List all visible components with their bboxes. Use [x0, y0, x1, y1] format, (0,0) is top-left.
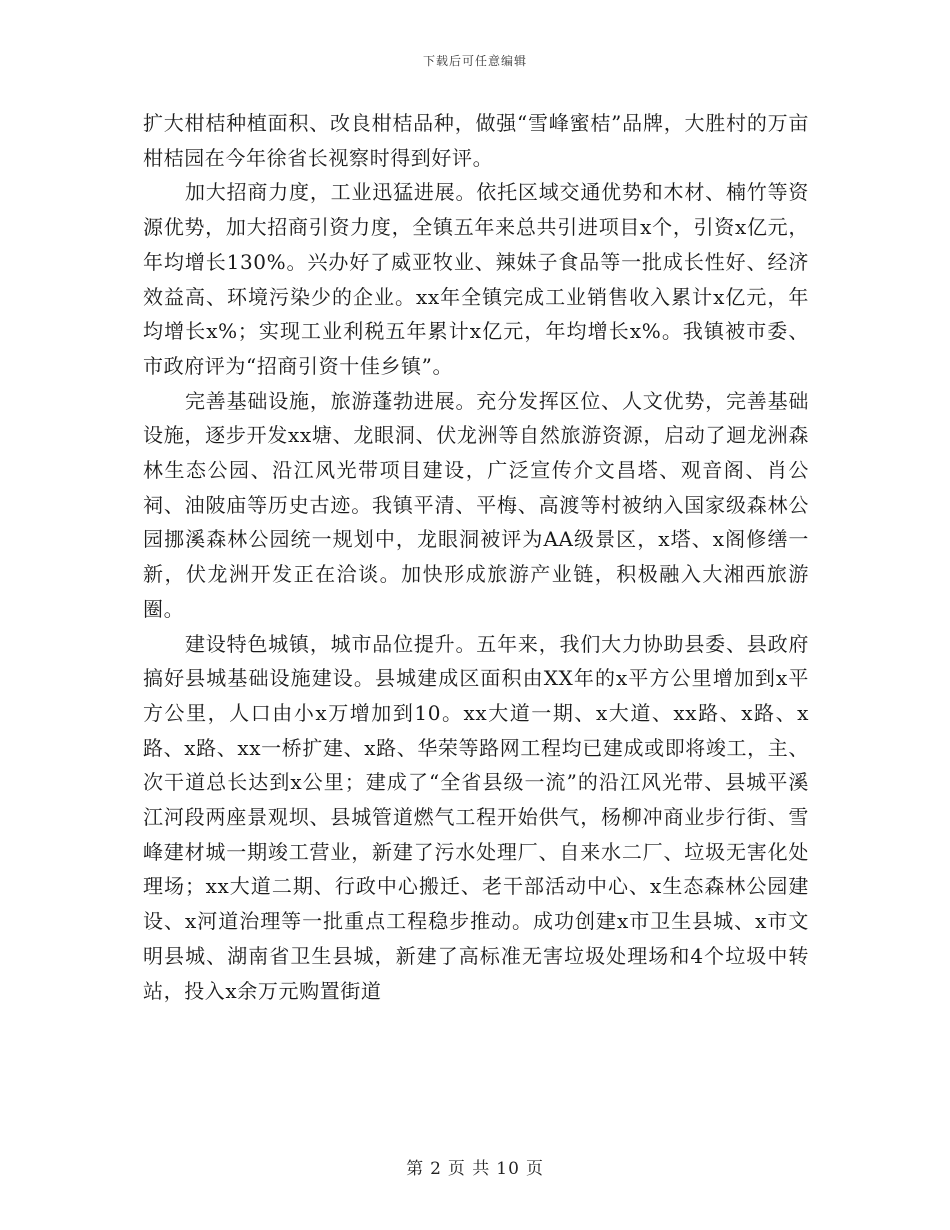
- footer-total-pages: 10: [496, 1159, 520, 1179]
- paragraph-2: 加大招商力度，工业迅猛进展。依托区域交通优势和木材、楠竹等资源优势，加大招商引资力度，全镇五年来总共引进项目x个，引资x亿元，年均增长130%。兴办好了威亚牧业、辣妹子食品等一批成长性好、经济效益高、环境污染少的企业。xx年全镇完成工业销售收入累计x亿元，年均增长x%；实现工业利税五年累计x亿元，年均增长x%。我镇被市委、市政府评为“招商引资十佳乡镇”。: [143, 180, 809, 378]
- page-footer: [0, 1154, 950, 1179]
- footer-suffix: 页: [525, 1159, 544, 1179]
- page-header: 下载后可任意编辑: [422, 54, 527, 68]
- footer-middle: 页 共: [447, 1159, 491, 1179]
- paragraph-1: 扩大柑桔种植面积、改良柑桔品种，做强“雪峰蜜桔”品牌，大胜村的万亩柑桔园在今年徐省长视察时得到好评。: [143, 111, 809, 170]
- document-body: [143, 106, 809, 1008]
- footer-page-number: 2: [430, 1159, 442, 1179]
- footer-prefix: 第: [406, 1159, 425, 1179]
- paragraph-4: 建设特色城镇，城市品位提升。五年来，我们大力协助县委、县政府搞好县城基础设施建设。县城建成区面积由XX年的x平方公里增加到x平方公里，人口由小x万增加到10。xx大道一期、x大道、xx路、x路、x路、x路、xx一桥扩建、x路、华荣等路网工程均已建成或即将竣工，主、次干道总长达到x公里；建成了“全省县级一流”的沿江风光带、县城平溪江河段两座景观坝、县城管道燃气工程开始供气，杨柳冲商业步行街、雪峰建材城一期竣工营业，新建了污水处理厂、自来水二厂、垃圾无害化处理场；xx大道二期、行政中心搬迁、老干部活动中心、x生态森林公园建设、x河道治理等一批重点工程稳步推动。成功创建x市卫生县城、x市文明县城、湖南省卫生县城，新建了高标准无害垃圾处理场和4个垃圾中转站，投入x余万元购置街道: [143, 631, 809, 1003]
- paragraph-3: 完善基础设施，旅游蓬勃进展。充分发挥区位、人文优势，完善基础设施，逐步开发xx塘、龙眼洞、伏龙洲等自然旅游资源，启动了迴龙洲森林生态公园、沿江风光带项目建设，广泛宣传介文昌塔、观音阁、肖公祠、油陂庙等历史古迹。我镇平清、平梅、高渡等村被纳入国家级森林公园挪溪森林公园统一规划中，龙眼洞被评为AA级景区，x塔、x阁修缮一新，伏龙洲开发正在洽谈。加快形成旅游产业链，积极融入大湘西旅游圈。: [143, 388, 809, 621]
